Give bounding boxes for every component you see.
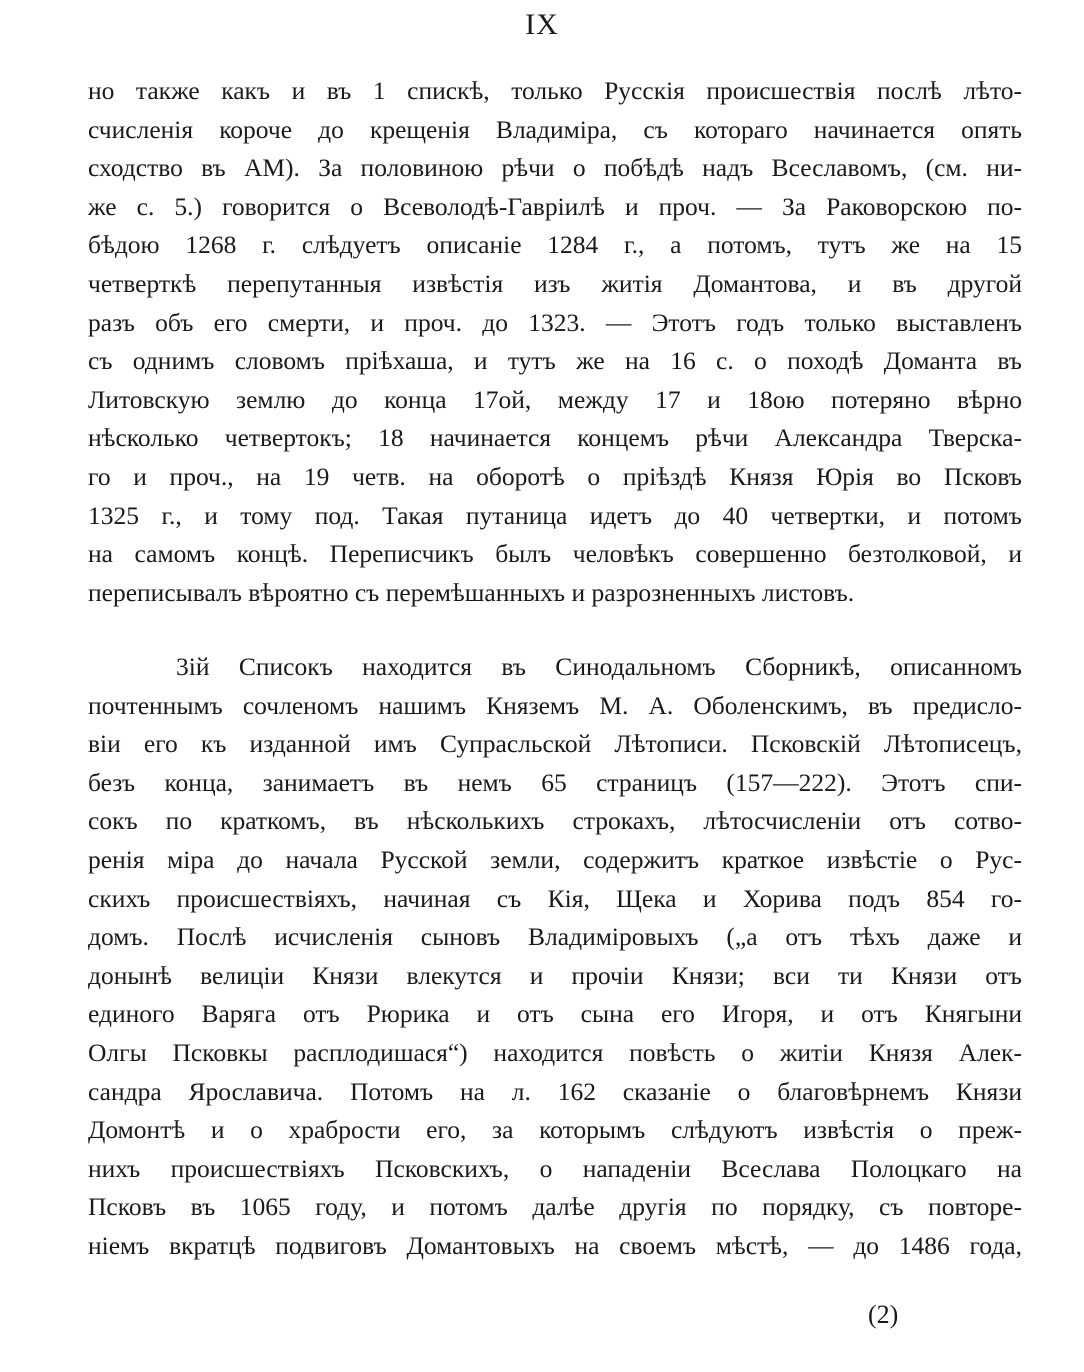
- text-line: Домонтѣ и о храбрости его, за которымъ слѣдуютъ извѣстія о преж-: [88, 1115, 1022, 1145]
- text-line: четверткѣ перепутанныя извѣстія изъ житія Домантова, и въ другой: [88, 268, 1022, 298]
- text-line: на самомъ концѣ. Переписчикъ былъ человѣкъ совершенно безтолковой, и: [88, 539, 1022, 569]
- text-line: бѣдою 1268 г. слѣдуетъ описаніе 1284 г., а потомъ, тутъ же на 15: [88, 230, 1022, 260]
- text-line: 3ій Списокъ находится въ Синодальномъ Сборникѣ, описанномъ: [176, 652, 1022, 681]
- text-line: почтеннымъ сочленомъ нашимъ Княземъ М. А. Оболенскимъ, въ предисло-: [88, 690, 1022, 720]
- text-line: нѣсколько четвертокъ; 18 начинается концемъ рѣчи Александра Тверска-: [88, 423, 1022, 453]
- text-line: переписывалъ вѣроятно съ перемѣшанныхъ и разрозненныхъ листовъ.: [88, 577, 855, 607]
- paragraph-1: [88, 72, 1022, 612]
- text-line: домъ. Послѣ исчисленія сыновъ Владиміровыхъ („а отъ тѣхъ даже и: [88, 922, 1022, 952]
- printer-signature-mark: (2): [868, 1300, 899, 1329]
- text-line: ніемъ вкратцѣ подвиговъ Домантовыхъ на своемъ мѣстѣ, — до 1486 года,: [88, 1230, 1022, 1260]
- text-line: сандра Ярославича. Потомъ на л. 162 сказаніе о благовѣрнемъ Князи: [88, 1076, 1022, 1106]
- text-line: счисленія короче до крещенія Владиміра, съ котораго начинается опять: [88, 114, 1022, 144]
- text-line: скихъ происшествіяхъ, начиная съ Кія, Щека и Хорива подъ 854 го-: [88, 883, 1022, 913]
- paragraph-2: [88, 648, 1022, 1266]
- text-line: Олгы Псковкы расплодишася“) находится повѣсть о житіи Князя Алек-: [88, 1037, 1022, 1067]
- text-line: безъ конца, занимаетъ въ немъ 65 страницъ (157—222). Этотъ спи-: [88, 767, 1022, 797]
- text-line: Литовскую землю до конца 17ой, между 17 и 18ою потеряно вѣрно: [88, 384, 1022, 414]
- text-line: віи его къ изданной имъ Супрасльской Лѣтописи. Псковскій Лѣтописецъ,: [88, 729, 1022, 759]
- text-line: ренія міра до начала Русской земли, содержитъ краткое извѣстіе о Рус-: [88, 844, 1022, 874]
- text-line: 1325 г., и тому под. Такая путаница идетъ до 40 четвертки, и потомъ: [88, 500, 1022, 530]
- page-number: IX: [525, 8, 559, 41]
- text-line: сокъ по краткомъ, въ нѣсколькихъ строкахъ, лѣтосчисленіи отъ сотво-: [88, 806, 1022, 836]
- text-line: разъ объ его смерти, и проч. до 1323. — Этотъ годъ только выставленъ: [88, 307, 1022, 337]
- text-line: Псковъ въ 1065 году, и потомъ далѣе другія по порядку, съ повторе-: [88, 1192, 1022, 1222]
- text-line: единого Варяга отъ Рюрика и отъ сына его Игоря, и отъ Княгыни: [88, 999, 1022, 1029]
- text-line: но также какъ и въ 1 спискѣ, только Русскія происшествія послѣ лѣто-: [88, 76, 1022, 105]
- text-line: съ однимъ словомъ пріѣхаша, и тутъ же на 16 с. о походѣ Доманта въ: [88, 346, 1022, 376]
- text-line: нихъ происшествіяхъ Псковскихъ, о нападеніи Всеслава Полоцкаго на: [88, 1153, 1022, 1183]
- text-line: донынѣ велиціи Князи влекутся и прочіи Князи; вси ти Князи отъ: [88, 960, 1022, 990]
- text-line: сходство въ АМ). За половиною рѣчи о побѣдѣ надъ Всеславомъ, (см. ни-: [88, 153, 1022, 183]
- text-line: го и проч., на 19 четв. на оборотѣ о пріѣздѣ Князя Юрія во Псковъ: [88, 461, 1022, 491]
- text-line: же с. 5.) говорится о Всеволодѣ-Гавріилѣ и проч. — За Раковорскою по-: [88, 191, 1022, 221]
